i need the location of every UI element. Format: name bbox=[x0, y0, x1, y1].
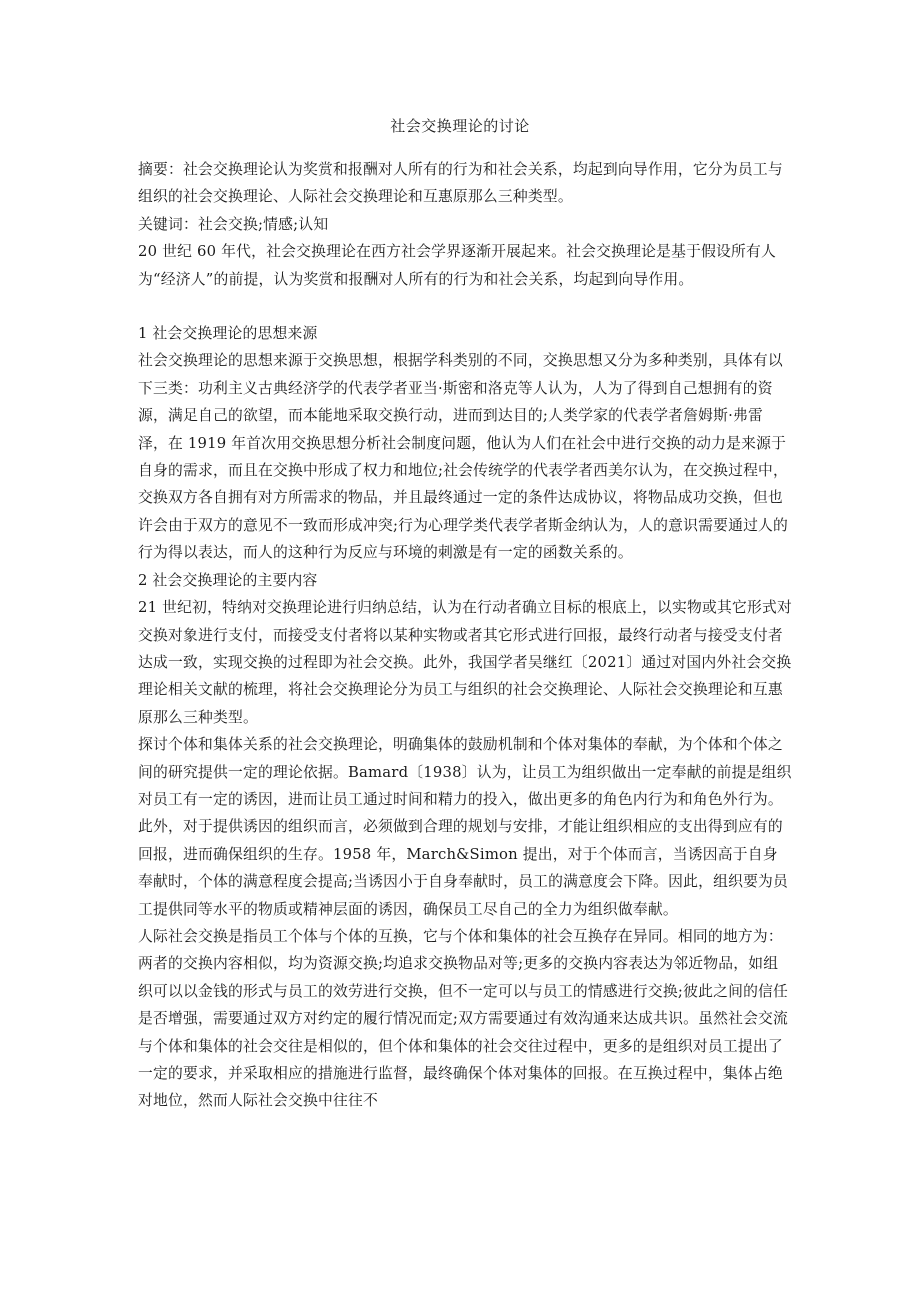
document-title: 社会交换理论的讨论 bbox=[390, 117, 530, 135]
section-1-paragraph: 社会交换理论的思想来源于交换思想，根据学科类别的不同，交换思想又分为多种类别，具体有以下三类：功利主义古典经济学的代表学者亚当·斯密和洛克等人认为，人为了得到自己想拥有的资源，满足自己的欲望，而本能地采取交换行动，进而到达目的;人类学家的代表学者詹姆斯·弗雷泽，在 1919 年首次用交换思想分析社会制度问题，他认为人们在社会中进行交换的动力是来源于自身的需求，而且在交换中形成了权力和地位;社会传统学的代表学者西美尔认为，在交换过程中，交换双方各自拥有对方所需求的物品，并且最终通过一定的条件达成协议，将物品成功交换，但也许会由于双方的意见不一致而形成冲突;行为心理学类代表学者斯金纳认为，人的意识需要通过人的行为得以表达，而人的这种行为反应与环境的刺激是有一定的函数关系的。 bbox=[138, 352, 789, 562]
section-2-paragraph-3: 人际社会交换是指员工个体与个体的互换，它与个体和集体的社会互换存在异同。相同的地方为：两者的交换内容相似，均为资源交换;均追求交换物品对等;更多的交换内容表达为邻近物品，如组织可以以金钱的形式与员工的效劳进行交换，但不一定可以与员工的情感进行交换;彼此之间的信任是否增强，需要通过双方对约定的履行情况而定;双方需要通过有效沟通来达成共识。虽然社会交流与个体和集体的社会交往是相似的，但个体和集体的社会交往过程中，更多的是组织对员工提出了一定的要求，并采取相应的措施进行监督，最终确保个体对集体的回报。在互换过程中，集体占绝对地位，然而人际社会交换中往往不 bbox=[138, 927, 789, 1110]
document-body bbox=[138, 156, 792, 1115]
paragraph-gap bbox=[138, 293, 792, 320]
section-2-heading: 2 社会交换理论的主要内容 bbox=[138, 571, 318, 589]
keywords-line: 关键词：社会交换;情感;认知 bbox=[138, 215, 329, 233]
intro-paragraph: 20 世纪 60 年代，社会交换理论在西方社会学界逐渐开展起来。社会交换理论是基于假设所有人为“经济人”的前提，认为奖赏和报酬对人所有的行为和社会关系，均起到向导作用。 bbox=[138, 243, 777, 288]
section-2-paragraph-1: 21 世纪初，特纳对交换理论进行归纳总结，认为在行动者确立目标的根底上，以实物或其它形式对交换对象进行支付，而接受支付者将以某种实物或者其它形式进行回报，最终行动者与接受支付者达成一致，实现交换的过程即为社会交换。此外，我国学者吴继红〔2021〕通过对国内外社会交换理论相关文献的梳理，将社会交换理论分为员工与组织的社会交换理论、人际社会交换理论和互惠原那么三种类型。 bbox=[138, 599, 793, 726]
section-2-paragraph-2: 探讨个体和集体关系的社会交换理论，明确集体的鼓励机制和个体对集体的奉献，为个体和个体之间的研究提供一定的理论依据。Bamard〔1938〕认为，让员工为组织做出一定奉献的前提是组织对员工有一定的诱因，进而让员工通过时间和精力的投入，做出更多的角色内行为和角色外行为。此外，对于提供诱因的组织而言，必须做到合理的规划与安排，才能让组织相应的支出得到应有的回报，进而确保组织的生存。1958 年，March&Simon 提出，对于个体而言，当诱因高于自身奉献时，个体的满意程度会提高;当诱因小于自身奉献时，员工的满意度会下降。因此，组织要为员工提供同等水平的物质或精神层面的诱因，确保员工尽自己的全力为组织做奉献。 bbox=[138, 736, 792, 918]
section-1-heading: 1 社会交换理论的思想来源 bbox=[138, 325, 318, 343]
abstract-paragraph: 摘要：社会交换理论认为奖赏和报酬对人所有的行为和社会关系，均起到向导作用，它分为员工与组织的社会交换理论、人际社会交换理论和互惠原那么三种类型。 bbox=[138, 161, 783, 206]
